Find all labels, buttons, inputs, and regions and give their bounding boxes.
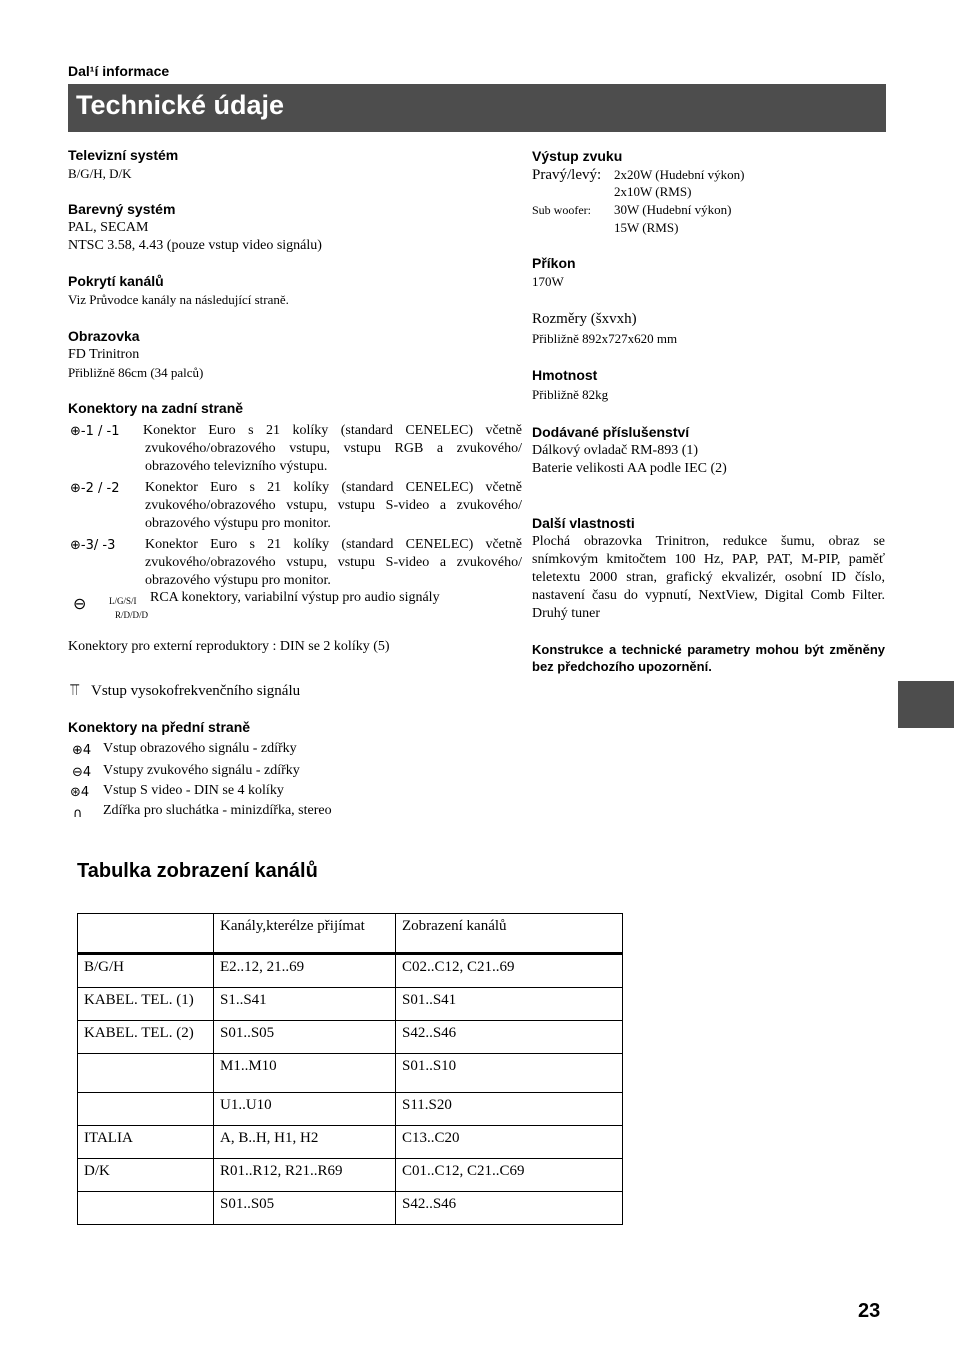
euro-connector-2-label: -2 / -2	[80, 481, 120, 496]
title-bar	[68, 84, 886, 132]
video-input-number: 4	[82, 743, 92, 758]
table-row	[78, 1021, 623, 1054]
euro-connector-3-text: Konektor Euro s 21 kolíky (standard CENELEC) včetně zvukového/obrazového vstupu, vstupu S-video a zvukového/ obrazového výstupu pro monitor.	[145, 537, 522, 588]
dimensions-heading: Rozměry (šxvxh)	[532, 311, 637, 327]
color-system-heading: Barevný systém	[68, 201, 176, 217]
table-cell: D/K	[78, 1159, 214, 1192]
color-system-line2: NTSC 3.58, 4.43 (pouze vstup video signálu)	[68, 238, 322, 253]
table-cell: S42..S46	[396, 1192, 623, 1225]
channel-coverage-heading: Pokrytí kanálů	[68, 273, 164, 289]
section-tab-marker	[898, 681, 954, 728]
table-cell: B/G/H	[78, 954, 214, 988]
audio-rl-rms: 2x10W (RMS)	[614, 184, 692, 199]
screen-heading: Obrazovka	[68, 328, 140, 344]
headphones-icon: ∩	[73, 806, 83, 821]
euro-connector-1-label: -1 / -1	[80, 424, 120, 439]
table-row	[78, 1093, 623, 1126]
rca-text: RCA konektory, variabilní výstup pro audio signály	[150, 590, 440, 605]
accessories-line2: Baterie velikosti AA podle IEC (2)	[532, 461, 727, 476]
table-cell	[78, 1054, 214, 1093]
audio-sub-label: Sub woofer:	[532, 203, 591, 217]
table-cell: S01..S41	[396, 988, 623, 1021]
accessories-line1: Dálkový ovladač RM-893 (1)	[532, 443, 699, 458]
table-cell: S01..S10	[396, 1054, 623, 1093]
section-label: Dal¹í informace	[68, 63, 170, 79]
weight-heading: Hmotnost	[532, 367, 598, 383]
power-value: 170W	[532, 274, 564, 289]
audio-input-number: 4	[82, 765, 92, 780]
audio-input-icon: ⊖4	[72, 765, 92, 780]
s-video-input-icon: ⊛4	[70, 785, 90, 800]
table-cell: C02..C12, C21..69	[396, 954, 623, 988]
table-row	[78, 1126, 623, 1159]
features-heading: Další vlastnosti	[532, 515, 635, 531]
screen-line1: FD Trinitron	[68, 347, 140, 362]
audio-sub-rms: 15W (RMS)	[614, 220, 679, 235]
channel-table	[77, 913, 623, 1225]
antenna-icon: ⫪	[70, 680, 80, 699]
front-headphones: Zdířka pro sluchátka - minizdířka, stereo	[103, 803, 332, 818]
table-cell: C13..C20	[396, 1126, 623, 1159]
speaker-connectors: Konektory pro externí reproduktory : DIN se 2 kolíky (5)	[68, 639, 390, 654]
features-text: Plochá obrazovka Trinitron, redukce šumu, obraz se snímkovým kmitočtem 100 Hz, PAP, PAT, M-PIP, paměť teletextu 2000 stran, grafický ekvalizér, osobní ID číslo, nastavení času do vypnutí, NextView, Digital Comb Filter. Druhý tuner	[532, 534, 885, 621]
rf-input-text: Vstup vysokofrekvenčního signálu	[91, 683, 301, 699]
front-s-video-input: Vstup S video - DIN se 4 kolíky	[103, 783, 284, 798]
table-cell	[78, 1192, 214, 1225]
dimensions-value: Přibližně 892x727x620 mm	[532, 331, 678, 346]
table-cell: S11.S20	[396, 1093, 623, 1126]
euro-connector-3-icon: ⊕-3/ -3	[70, 538, 116, 553]
table-cell	[78, 1093, 214, 1126]
table-cell: U1..U10	[214, 1093, 396, 1126]
audio-rl-music: 2x20W (Hudební výkon)	[614, 167, 745, 182]
rca-label-top: L/G/S/I	[109, 596, 137, 606]
table-row	[78, 1159, 623, 1192]
tv-system-heading: Televizní systém	[68, 147, 179, 163]
table-cell: M1..M10	[214, 1054, 396, 1093]
euro-connector-1-icon: ⊕-1 / -1	[70, 424, 120, 439]
rca-label-bottom: R/D/D/D	[115, 610, 149, 620]
weight-value: Přibližně 82kg	[532, 387, 609, 402]
audio-output-heading: Výstup zvuku	[532, 148, 623, 164]
header-cell-display: Zobrazení kanálů	[396, 914, 623, 954]
front-connectors-heading: Konektory na přední straně	[68, 719, 251, 735]
euro-connector-3-label: -3/ -3	[80, 538, 116, 553]
euro-connector-1-text: Konektor Euro s 21 kolíky (standard CENELEC) včetně zvukového/obrazového vstupu, vstupu RGB a zvukového/ obrazového televizního výstupu.	[143, 423, 522, 474]
table-cell: KABEL. TEL. (1)	[78, 988, 214, 1021]
audio-sub-music: 30W (Hudební výkon)	[614, 202, 732, 217]
table-row	[78, 1054, 623, 1093]
page-title: Technické údaje	[76, 90, 285, 120]
screen-line2: Přibližně 86cm (34 palců)	[68, 365, 204, 380]
table-cell: S01..S05	[214, 1192, 396, 1225]
table-header-row	[78, 914, 623, 954]
power-heading: Příkon	[532, 255, 576, 271]
audio-rl-label: Pravý/levý:	[532, 167, 602, 183]
table-row	[78, 1192, 623, 1225]
table-cell: KABEL. TEL. (2)	[78, 1021, 214, 1054]
table-row	[78, 988, 623, 1021]
euro-connector-2-icon: ⊕-2 / -2	[70, 481, 120, 496]
table-row	[78, 954, 623, 988]
table-cell: C01..C12, C21..C69	[396, 1159, 623, 1192]
header-cell-receivable: Kanály,kterélze přijímat	[214, 914, 396, 954]
tv-system-value: B/G/H, D/K	[68, 166, 132, 181]
accessories-heading: Dodávané příslušenství	[532, 424, 690, 440]
table-cell: S42..S46	[396, 1021, 623, 1054]
channel-coverage-value: Viz Průvodce kanály na následující straně.	[68, 292, 289, 307]
table-cell: ITALIA	[78, 1126, 214, 1159]
channel-table-title: Tabulka zobrazení kanálů	[77, 860, 318, 882]
page-number: 23	[858, 1300, 881, 1322]
table-cell: S1..S41	[214, 988, 396, 1021]
color-system-line1: PAL, SECAM	[68, 220, 149, 235]
header-cell-system	[78, 914, 214, 954]
s-video-input-number: 4	[80, 785, 90, 800]
front-video-input: Vstup obrazového signálu - zdířky	[103, 741, 297, 756]
front-audio-input: Vstupy zvukového signálu - zdířky	[103, 763, 300, 778]
video-input-icon: ⊕4	[72, 743, 92, 758]
table-cell: A, B..H, H1, H2	[214, 1126, 396, 1159]
table-cell: R01..R12, R21..R69	[214, 1159, 396, 1192]
euro-connector-2-text: Konektor Euro s 21 kolíky (standard CENELEC) včetně zvukového/obrazového vstupu, vstupu S-video a zvukového/ obrazového výstupu pro monitor.	[145, 480, 522, 531]
rear-connectors-heading: Konektory na zadní straně	[68, 400, 244, 416]
table-cell: E2..12, 21..69	[214, 954, 396, 988]
table-cell: S01..S05	[214, 1021, 396, 1054]
audio-output-icon: ⊖	[73, 594, 87, 613]
specs-notice: Konstrukce a technické parametry mohou být změněny bez předchozího upozornění.	[532, 642, 885, 674]
